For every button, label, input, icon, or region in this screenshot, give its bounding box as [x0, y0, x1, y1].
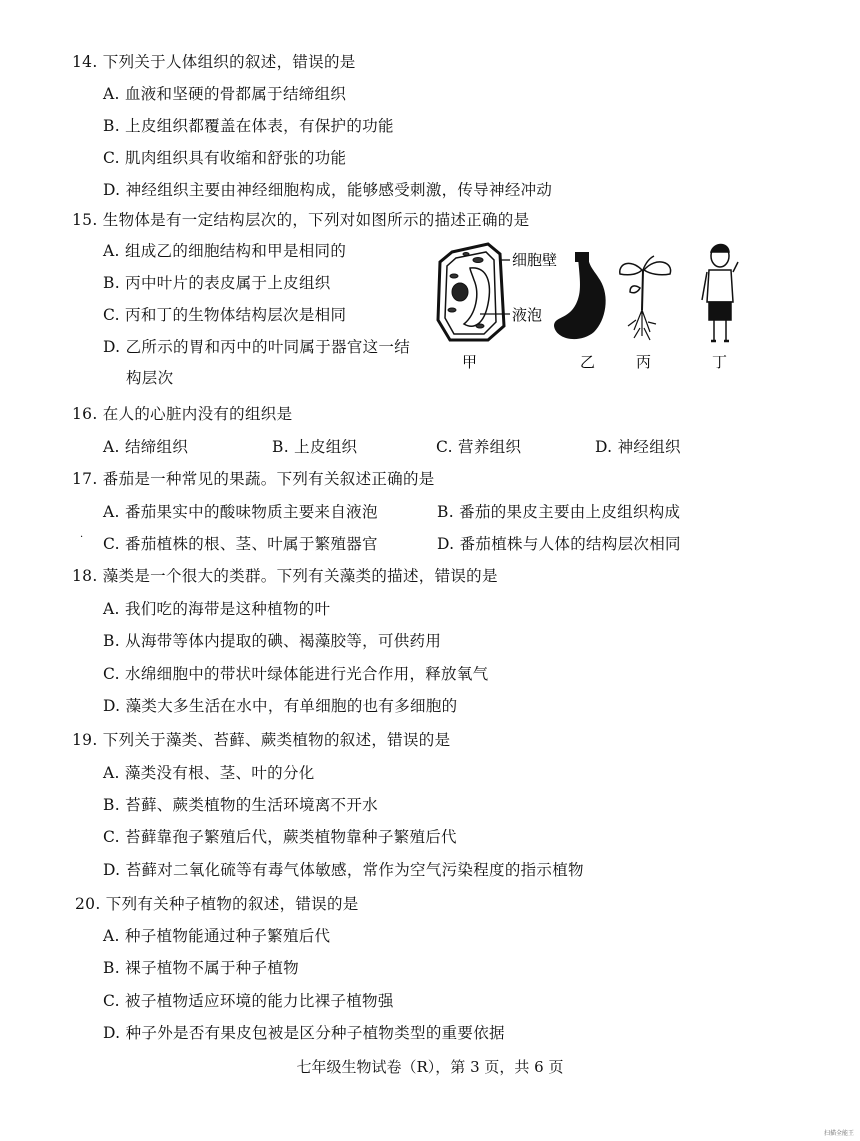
q16-option-d: D. 神经组织 [595, 438, 681, 456]
q16-option-c: C. 营养组织 [436, 438, 522, 456]
q15-option-c: C. 丙和丁的生物体结构层次是相同 [103, 306, 347, 324]
caption-ding: 丁 [712, 353, 728, 371]
scan-speck: · [80, 532, 84, 543]
q20-option-a: A. 种子植物能通过种子繁殖后代 [103, 927, 331, 945]
q18-stem: 18. 藻类是一个很大的类群。下列有关藻类的描述，错误的是 [72, 567, 498, 585]
q16-option-a: A. 结缔组织 [103, 438, 189, 456]
q16-stem: 16. 在人的心脏内没有的组织是 [72, 405, 293, 423]
q19-option-c: C. 苔藓靠孢子繁殖后代，蕨类植物靠种子繁殖后代 [103, 828, 457, 846]
label-cell-wall: 细胞壁 [512, 251, 558, 269]
stomach-illustration [554, 252, 606, 339]
plant-cell-illustration [438, 244, 510, 340]
caption-bing: 丙 [636, 353, 652, 371]
q15-option-a: A. 组成乙的细胞结构和甲是相同的 [103, 242, 347, 260]
q14-option-d: D. 神经组织主要由神经细胞构成，能够感受刺激，传导神经冲动 [103, 181, 553, 199]
q17-option-a: A. 番茄果实中的酸味物质主要来自液泡 [103, 503, 378, 521]
q15-stem: 15. 生物体是有一定结构层次的，下列对如图所示的描述正确的是 [72, 211, 530, 229]
q15-figure [430, 240, 750, 375]
page-footer: 七年级生物试卷（R），第 3 页，共 6 页 [296, 1058, 564, 1076]
q17-option-b: B. 番茄的果皮主要由上皮组织构成 [437, 503, 681, 521]
scanner-watermark: 扫描全能王 [823, 1130, 854, 1137]
q20-option-d: D. 种子外是否有果皮包被是区分种子植物类型的重要依据 [103, 1024, 505, 1042]
q18-option-c: C. 水绵细胞中的带状叶绿体能进行光合作用，释放氧气 [103, 665, 489, 683]
q20-stem: 20. 下列有关种子植物的叙述，错误的是 [75, 895, 359, 913]
q18-option-d: D. 藻类大多生活在水中，有单细胞的也有多细胞的 [103, 697, 458, 715]
q20-option-b: B. 裸子植物不属于种子植物 [103, 959, 299, 977]
q17-stem: 17. 番茄是一种常见的果蔬。下列有关叙述正确的是 [72, 470, 435, 488]
q14-stem: 14. 下列关于人体组织的叙述，错误的是 [72, 53, 356, 71]
q19-option-d: D. 苔藓对二氧化硫等有毒气体敏感，常作为空气污染程度的指示植物 [103, 861, 584, 879]
q17-option-d: D. 番茄植株与人体的结构层次相同 [437, 535, 681, 553]
boy-illustration [702, 245, 738, 342]
q15-option-d-line2: 构层次 [126, 369, 174, 387]
q17-option-c: C. 番茄植株的根、茎、叶属于繁殖器官 [103, 535, 378, 553]
q19-stem: 19. 下列关于藻类、苔藓、蕨类植物的叙述，错误的是 [72, 731, 451, 749]
q16-option-b: B. 上皮组织 [272, 438, 358, 456]
q15-option-d-line1: D. 乙所示的胃和丙中的叶同属于器官这一结 [103, 338, 411, 356]
caption-jia: 甲 [462, 353, 478, 371]
caption-yi: 乙 [580, 353, 596, 371]
label-vacuole: 液泡 [512, 306, 543, 324]
q14-option-b: B. 上皮组织都覆盖在体表，有保护的功能 [103, 117, 394, 135]
q14-option-c: C. 肌肉组织具有收缩和舒张的功能 [103, 149, 347, 167]
q15-figure-svg [430, 240, 750, 375]
q19-option-b: B. 苔藓、蕨类植物的生活环境离不开水 [103, 796, 378, 814]
q20-option-c: C. 被子植物适应环境的能力比裸子植物强 [103, 992, 394, 1010]
seedling-illustration [620, 256, 671, 340]
q15-option-b: B. 丙中叶片的表皮属于上皮组织 [103, 274, 331, 292]
q19-option-a: A. 藻类没有根、茎、叶的分化 [103, 764, 315, 782]
q18-option-a: A. 我们吃的海带是这种植物的叶 [103, 600, 331, 618]
q14-option-a: A. 血液和坚硬的骨都属于结缔组织 [103, 85, 347, 103]
q18-option-b: B. 从海带等体内提取的碘、褐藻胶等，可供药用 [103, 632, 442, 650]
